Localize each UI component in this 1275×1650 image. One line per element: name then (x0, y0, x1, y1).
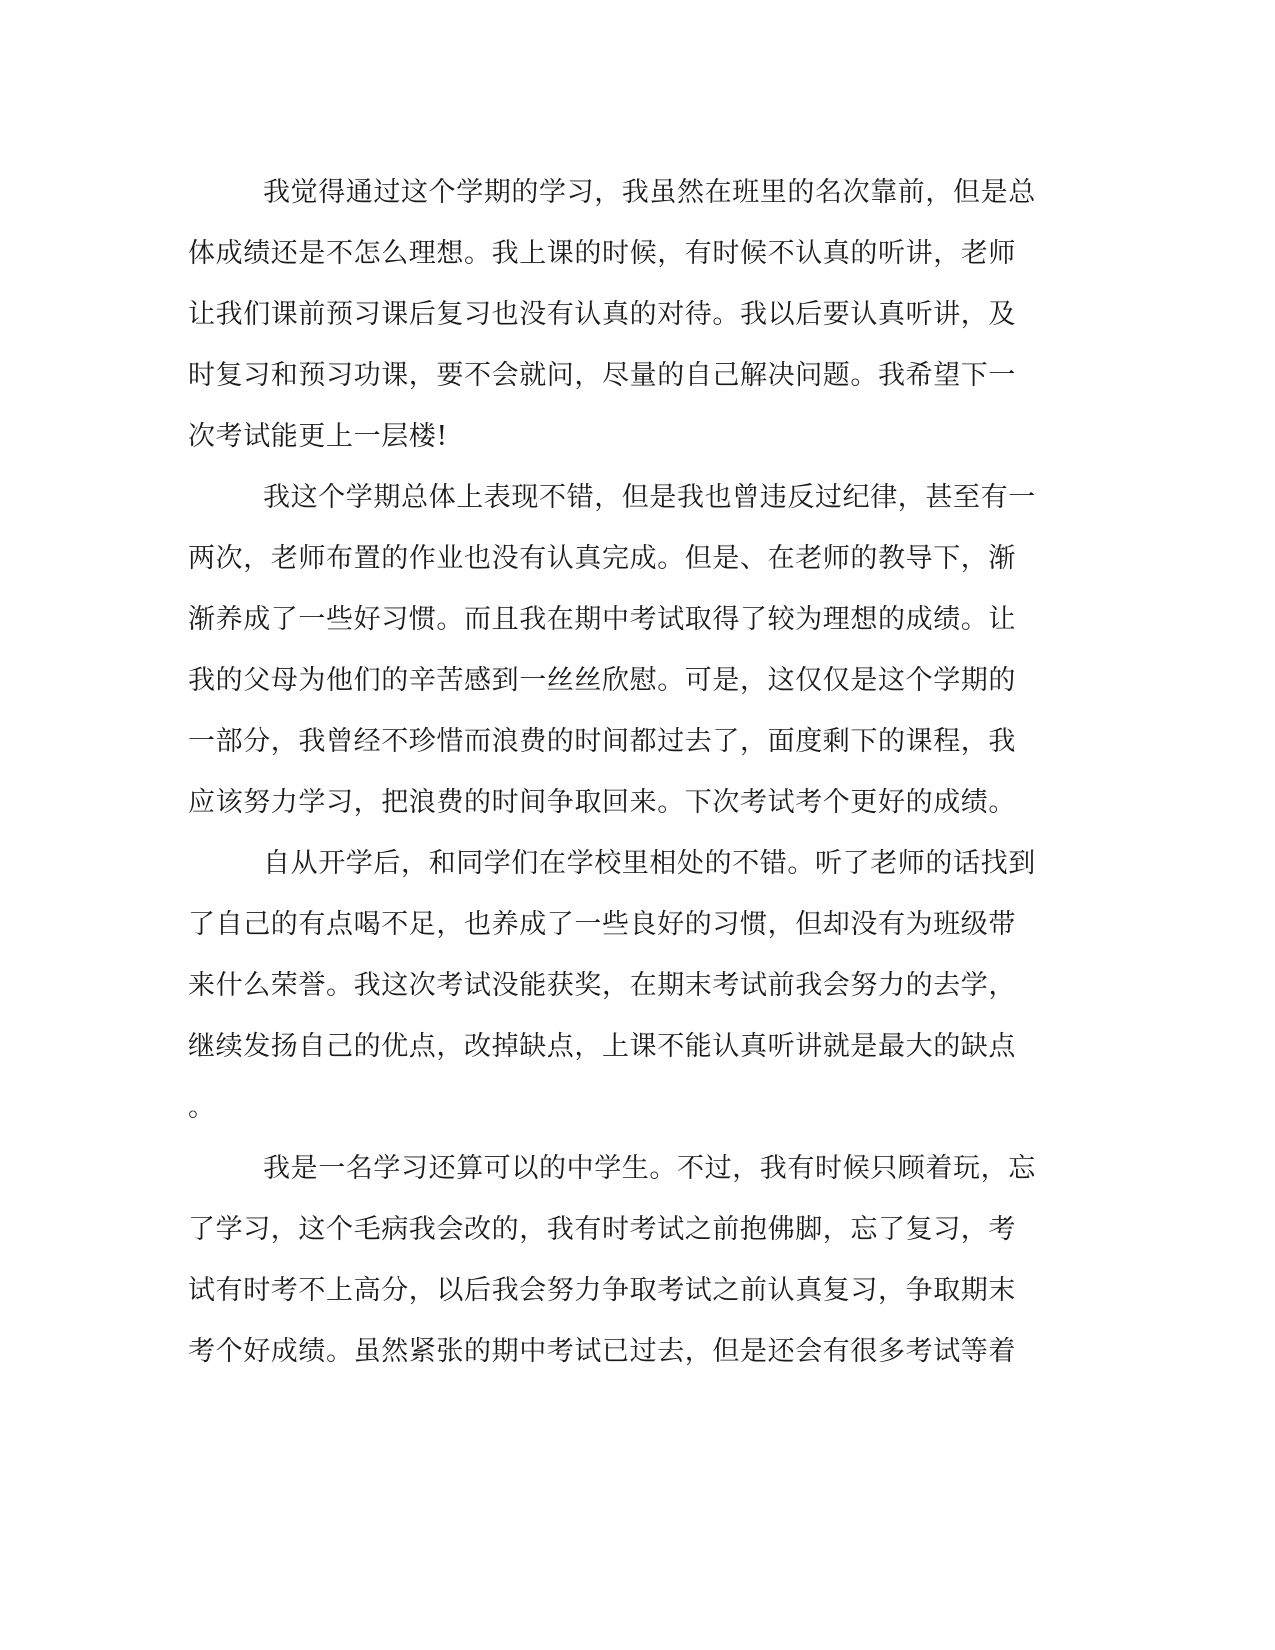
text-line: 我觉得通过这个学期的学习，我虽然在班里的名次靠前，但是总 (263, 177, 1036, 208)
text-line: 让我们课前预习课后复习也没有认真的对待。我以后要认真听讲，及 (188, 299, 1016, 330)
text-line: 我是一名学习还算可以的中学生。不过，我有时候只顾着玩，忘 (263, 1153, 1036, 1184)
text-line: 。 (188, 1092, 216, 1123)
text-line: 体成绩还是不怎么理想。我上课的时候，有时候不认真的听讲，老师 (188, 238, 1016, 269)
text-line: 试有时考不上高分，以后我会努力争取考试之前认真复习，争取期末 (188, 1275, 1016, 1306)
text-line: 渐养成了一些好习惯。而且我在期中考试取得了较为理想的成绩。让 (188, 604, 1016, 635)
paragraph (188, 833, 1068, 1138)
paragraph (188, 467, 1068, 833)
paragraph (188, 1138, 1068, 1382)
text-line: 次考试能更上一层楼! (188, 421, 448, 452)
text-line: 了学习，这个毛病我会改的，我有时考试之前抱佛脚，忘了复习，考 (188, 1214, 1016, 1245)
text-line: 了自己的有点喝不足，也养成了一些良好的习惯，但却没有为班级带 (188, 909, 1016, 940)
text-line: 继续发扬自己的优点，改掉缺点，上课不能认真听讲就是最大的缺点 (188, 1031, 1016, 1062)
text-line: 一部分，我曾经不珍惜而浪费的时间都过去了，面度剩下的课程，我 (188, 726, 1016, 757)
text-line: 我这个学期总体上表现不错，但是我也曾违反过纪律，甚至有一 (263, 482, 1036, 513)
body-text (188, 162, 1068, 1382)
text-line: 时复习和预习功课，要不会就问，尽量的自己解决问题。我希望下一 (188, 360, 1016, 391)
text-line: 应该努力学习，把浪费的时间争取回来。下次考试考个更好的成绩。 (188, 787, 1016, 818)
text-line: 两次，老师布置的作业也没有认真完成。但是、在老师的教导下，渐 (188, 543, 1016, 574)
paragraph (188, 162, 1068, 467)
text-line: 自从开学后，和同学们在学校里相处的不错。听了老师的话找到 (263, 848, 1036, 879)
text-line: 来什么荣誉。我这次考试没能获奖，在期末考试前我会努力的去学， (188, 970, 1016, 1001)
text-line: 我的父母为他们的辛苦感到一丝丝欣慰。可是，这仅仅是这个学期的 (188, 665, 1016, 696)
text-line: 考个好成绩。虽然紧张的期中考试已过去，但是还会有很多考试等着 (188, 1336, 1016, 1367)
